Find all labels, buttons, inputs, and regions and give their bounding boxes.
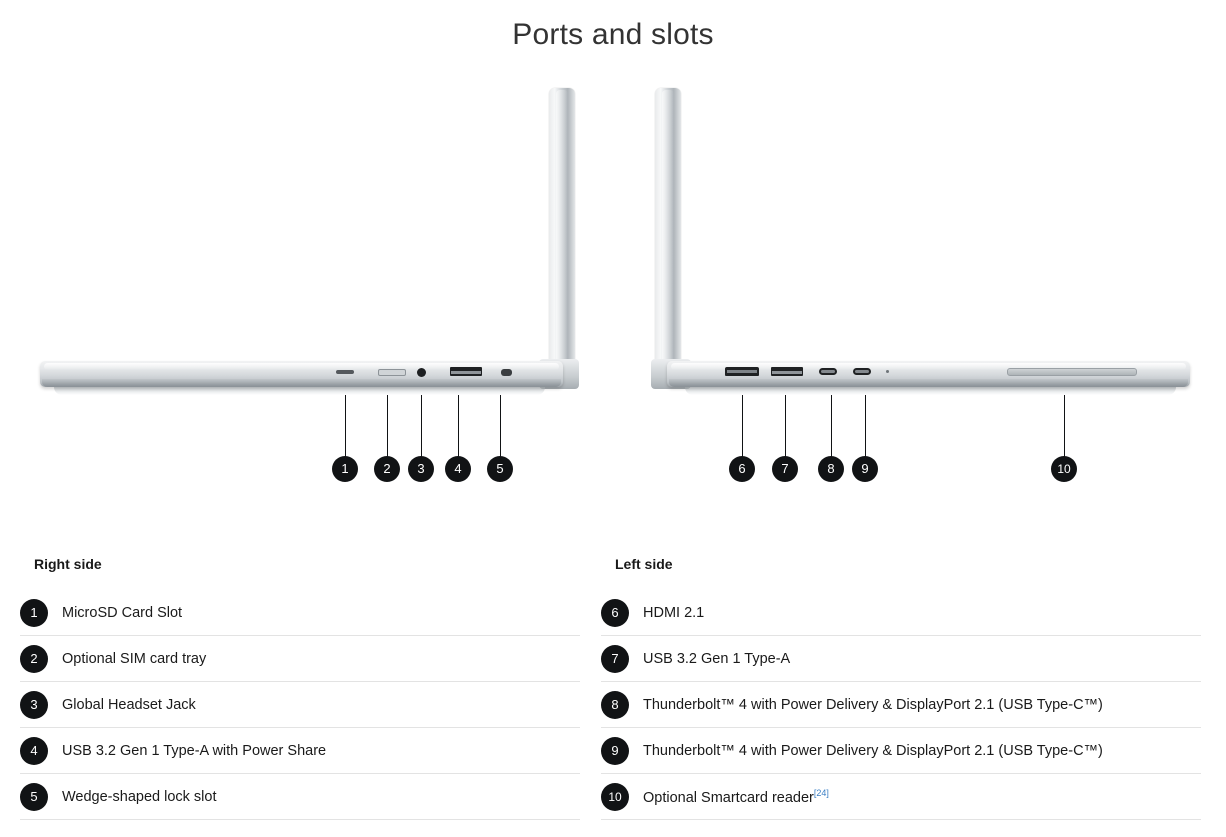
legend-label-5: Wedge-shaped lock slot <box>62 788 217 805</box>
legend-label-2: Optional SIM card tray <box>62 650 207 667</box>
callout-badge-2: 2 <box>374 456 400 482</box>
list-item <box>20 590 580 636</box>
callout-badge-10: 10 <box>1051 456 1077 482</box>
legend-heading-right: Right side <box>34 556 102 572</box>
legend-label-6: HDMI 2.1 <box>643 604 705 621</box>
legend-label-9: Thunderbolt™ 4 with Power Delivery & DisplayPort 2.1 (USB Type-C™) <box>643 742 1103 759</box>
status-led-pinhole <box>886 370 889 373</box>
leader-line-9 <box>865 395 866 457</box>
list-item <box>601 636 1201 682</box>
callout-badge-4: 4 <box>445 456 471 482</box>
list-item <box>20 636 580 682</box>
leader-line-8 <box>831 395 832 457</box>
list-item <box>601 774 1201 820</box>
legend-badge-5: 5 <box>20 783 48 811</box>
ports-legend <box>0 556 1226 837</box>
wedge-lock-slot-port <box>501 369 512 376</box>
legend-label-8: Thunderbolt™ 4 with Power Delivery & DisplayPort 2.1 (USB Type-C™) <box>643 696 1103 713</box>
laptop-display-panel <box>549 88 575 377</box>
callout-badge-9: 9 <box>852 456 878 482</box>
microsd-card-slot-port <box>336 370 354 374</box>
list-item <box>20 774 580 820</box>
legend-badge-9: 9 <box>601 737 629 765</box>
legend-badge-10: 10 <box>601 783 629 811</box>
smartcard-reader-slot <box>1007 368 1137 376</box>
legend-label-10 <box>643 788 829 806</box>
leader-line-2 <box>387 395 388 457</box>
leader-line-1 <box>345 395 346 457</box>
callout-badge-7: 7 <box>772 456 798 482</box>
usb-type-a-port <box>771 367 803 376</box>
page-title: Ports and slots <box>512 18 714 51</box>
callout-badge-5: 5 <box>487 456 513 482</box>
list-item <box>601 728 1201 774</box>
leader-line-5 <box>500 395 501 457</box>
callout-badge-1: 1 <box>332 456 358 482</box>
footnote-marker-24[interactable]: [24] <box>813 787 829 798</box>
thunderbolt-4-port-1 <box>819 368 837 375</box>
laptop-base-edge <box>40 361 563 387</box>
legend-badge-2: 2 <box>20 645 48 673</box>
list-item <box>601 590 1201 636</box>
headset-jack-port <box>417 368 426 377</box>
leader-line-6 <box>742 395 743 457</box>
laptop-display-panel <box>655 88 681 377</box>
legend-column-right-side <box>20 556 580 820</box>
usb-type-a-power-share-port <box>450 367 482 376</box>
leader-line-7 <box>785 395 786 457</box>
thunderbolt-4-port-2 <box>853 368 871 375</box>
legend-heading-left: Left side <box>615 556 673 572</box>
legend-label-7: USB 3.2 Gen 1 Type-A <box>643 650 791 667</box>
callout-badge-6: 6 <box>729 456 755 482</box>
list-item <box>20 728 580 774</box>
laptop-right-side-view <box>40 80 585 476</box>
sim-card-tray-port <box>378 369 406 376</box>
legend-label-10-text: Optional Smartcard reader <box>643 789 814 806</box>
list-item <box>20 682 580 728</box>
legend-badge-8: 8 <box>601 691 629 719</box>
legend-badge-1: 1 <box>20 599 48 627</box>
leader-line-4 <box>458 395 459 457</box>
legend-label-3: Global Headset Jack <box>62 696 196 713</box>
leader-line-10 <box>1064 395 1065 457</box>
hdmi-port <box>725 367 759 376</box>
laptop-left-side-view <box>645 80 1190 476</box>
leader-line-3 <box>421 395 422 457</box>
list-item <box>601 682 1201 728</box>
callout-badge-3: 3 <box>408 456 434 482</box>
legend-badge-4: 4 <box>20 737 48 765</box>
callout-badge-8: 8 <box>818 456 844 482</box>
legend-badge-6: 6 <box>601 599 629 627</box>
legend-column-left-side <box>601 556 1201 820</box>
legend-label-4: USB 3.2 Gen 1 Type-A with Power Share <box>62 742 327 759</box>
laptop-base-edge <box>667 361 1190 387</box>
legend-badge-3: 3 <box>20 691 48 719</box>
ports-illustration <box>0 70 1226 500</box>
legend-label-1: MicroSD Card Slot <box>62 604 183 621</box>
legend-badge-7: 7 <box>601 645 629 673</box>
